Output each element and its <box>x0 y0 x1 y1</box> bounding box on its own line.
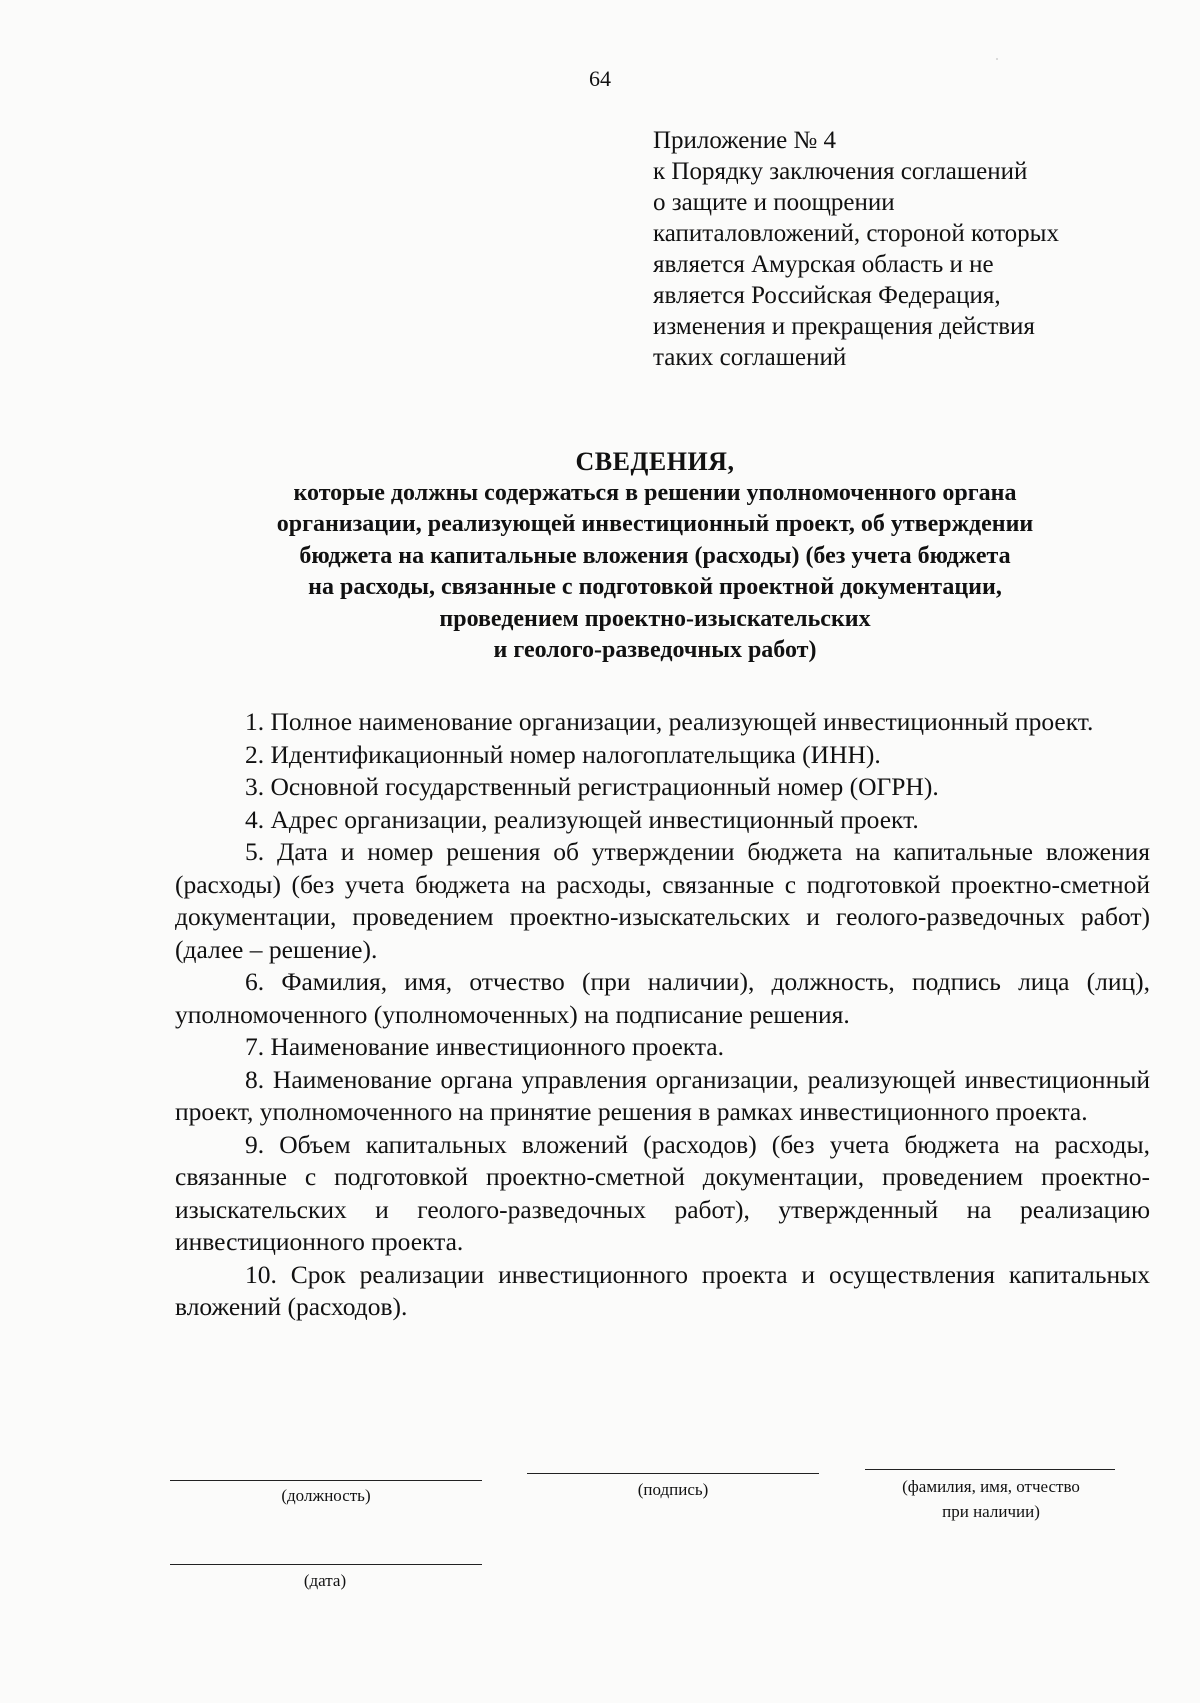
list-item-1: 1. Полное наименование организации, реализующей инвестиционный проект. <box>245 707 1094 736</box>
name-caption-line-2: при наличии) <box>942 1502 1040 1521</box>
appendix-line: к Порядку заключения соглашений <box>653 158 1028 185</box>
appendix-line: капиталовложений, стороной которых <box>653 220 1059 247</box>
heading-line: и геолого-разведочных работ) <box>493 637 817 663</box>
name-signature-line <box>865 1469 1115 1470</box>
list-item-6: 6. Фамилия, имя, отчество (при наличии), должность, подпись лица (лиц), уполномоченного (уполномоченных) на подписание решения. <box>175 967 1150 1029</box>
heading-line: на расходы, связанные с подготовкой проектной документации, <box>308 574 1002 600</box>
position-caption: (должность) <box>281 1486 371 1505</box>
signature-caption: (подпись) <box>637 1480 709 1499</box>
date-signature-line <box>170 1564 482 1565</box>
signature-line <box>527 1473 819 1474</box>
appendix-line: изменения и прекращения действия <box>653 313 1035 340</box>
appendix-line: Приложение № 4 <box>653 127 837 154</box>
items-list <box>175 706 1150 1324</box>
appendix-line: является Российская Федерация, <box>653 282 1001 309</box>
scan-speck <box>996 58 998 60</box>
list-item-2: 2. Идентификационный номер налогоплательщика (ИНН). <box>245 739 881 769</box>
date-caption: (дата) <box>303 1571 347 1590</box>
heading-line: которые должны содержаться в решении уполномоченного органа <box>293 479 1017 506</box>
list-item-4: 4. Адрес организации, реализующей инвестиционный проект. <box>245 804 919 834</box>
heading-title: СВЕДЕНИЯ, <box>575 447 735 476</box>
appendix-line: является Амурская область и не <box>653 251 994 278</box>
position-signature-line <box>170 1480 482 1481</box>
list-item-5: 5. Дата и номер решения об утверждении бюджета на капитальные вложения (расходы) (без учета бюджета на расходы, связанные с подготовкой проектно-сметной документации, проведением проектно-изыскательских и геолого-разведочных работ) (далее – решение). <box>175 837 1150 964</box>
name-caption-line-1: (фамилия, имя, отчество <box>902 1477 1080 1496</box>
page-number: 64 <box>589 66 611 91</box>
heading-line: организации, реализующей инвестиционный проект, об утверждении <box>276 511 1034 537</box>
list-item-10: 10. Срок реализации инвестиционного проекта и осуществления капитальных вложений (расходов). <box>175 1259 1150 1321</box>
list-item-8: 8. Наименование органа управления организации, реализующей инвестиционный проект, уполномоченного на принятие решения в рамках инвестиционного проекта. <box>175 1064 1150 1126</box>
heading-line: бюджета на капитальные вложения (расходы) (без учета бюджета <box>299 542 1011 569</box>
heading-line: проведением проектно-изыскательских <box>439 605 871 632</box>
appendix-block <box>653 125 1173 373</box>
document-heading <box>160 446 1150 667</box>
appendix-line: о защите и поощрении <box>653 189 895 216</box>
list-item-9: 9. Объем капитальных вложений (расходов) (без учета бюджета на расходы, связанные с подготовкой проектно-сметной документации, проведением проектно-изыскательских и геолого-разведочных работ), утвержденный на реализацию инвестиционного проекта. <box>175 1129 1150 1256</box>
list-item-3: 3. Основной государственный регистрационный номер (ОГРН). <box>245 772 939 801</box>
list-item-7: 7. Наименование инвестиционного проекта. <box>245 1032 724 1061</box>
appendix-line: таких соглашений <box>653 344 847 371</box>
